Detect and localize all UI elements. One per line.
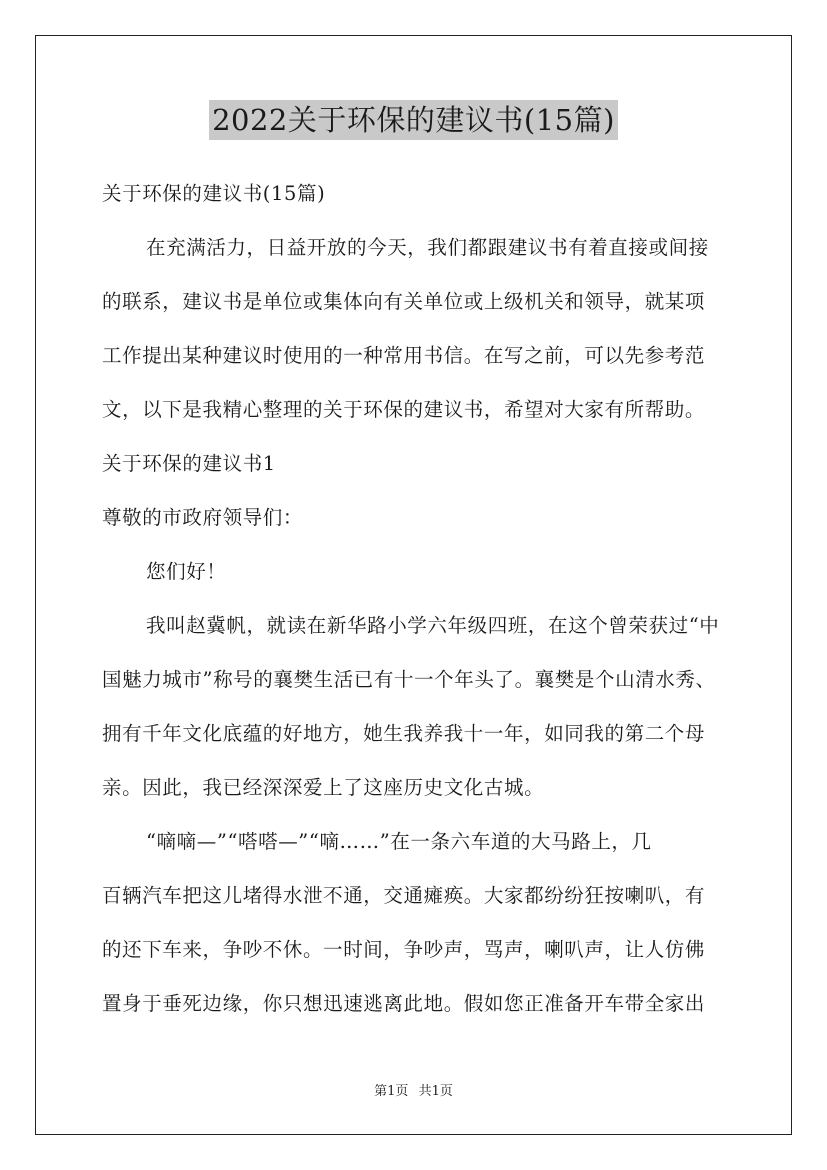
salutation: 尊敬的市政府领导们： [102,506,304,529]
title-container [0,100,827,140]
paragraph-line: 亲。因此，我已经深深爱上了这座历史文化古城。 [102,776,545,799]
paragraph-line: 在充满活力，日益开放的今天，我们都跟建议书有着直接或间接 [146,236,709,259]
greeting: 您们好！ [146,560,227,583]
paragraph-line: 我叫赵冀帆，就读在新华路小学六年级四班，在这个曾荣获过“中 [146,614,720,637]
page-footer [0,1083,827,1101]
document-title: 2022关于环保的建议书(15篇) [209,100,618,140]
paragraph-line: 拥有千年文化底蕴的好地方，她生我养我十一年，如同我的第二个母 [102,722,706,745]
paragraph-line: 工作提出某种建议时使用的一种常用书信。在写之前，可以先参考范 [102,344,706,367]
paragraph-line: 文，以下是我精心整理的关于环保的建议书，希望对大家有所帮助。 [102,398,706,421]
paragraph-line: 的联系，建议书是单位或集体向有关单位或上级机关和领导，就某项 [102,290,706,313]
paragraph-line: “嘀嘀—”“嗒嗒—”“嘀……”在一条六车道的大马路上，几 [146,830,652,853]
document-subtitle: 关于环保的建议书(15篇) [102,182,326,205]
section-heading: 关于环保的建议书1 [102,452,276,475]
paragraph-line: 百辆汽车把这儿堵得水泄不通，交通瘫痪。大家都纷纷狂按喇叭，有 [102,884,706,907]
paragraph-line: 国魅力城市”称号的襄樊生活已有十一个年头了。襄樊是个山清水秀、 [102,668,716,691]
paragraph-line: 置身于垂死边缘，你只想迅速逃离此地。假如您正准备开车带全家出 [102,992,706,1015]
page-number: 第1页 [374,1084,409,1099]
page-total: 共1页 [418,1084,453,1099]
paragraph-line: 的还下车来，争吵不休。一时间，争吵声，骂声，喇叭声，让人仿佛 [102,938,706,961]
